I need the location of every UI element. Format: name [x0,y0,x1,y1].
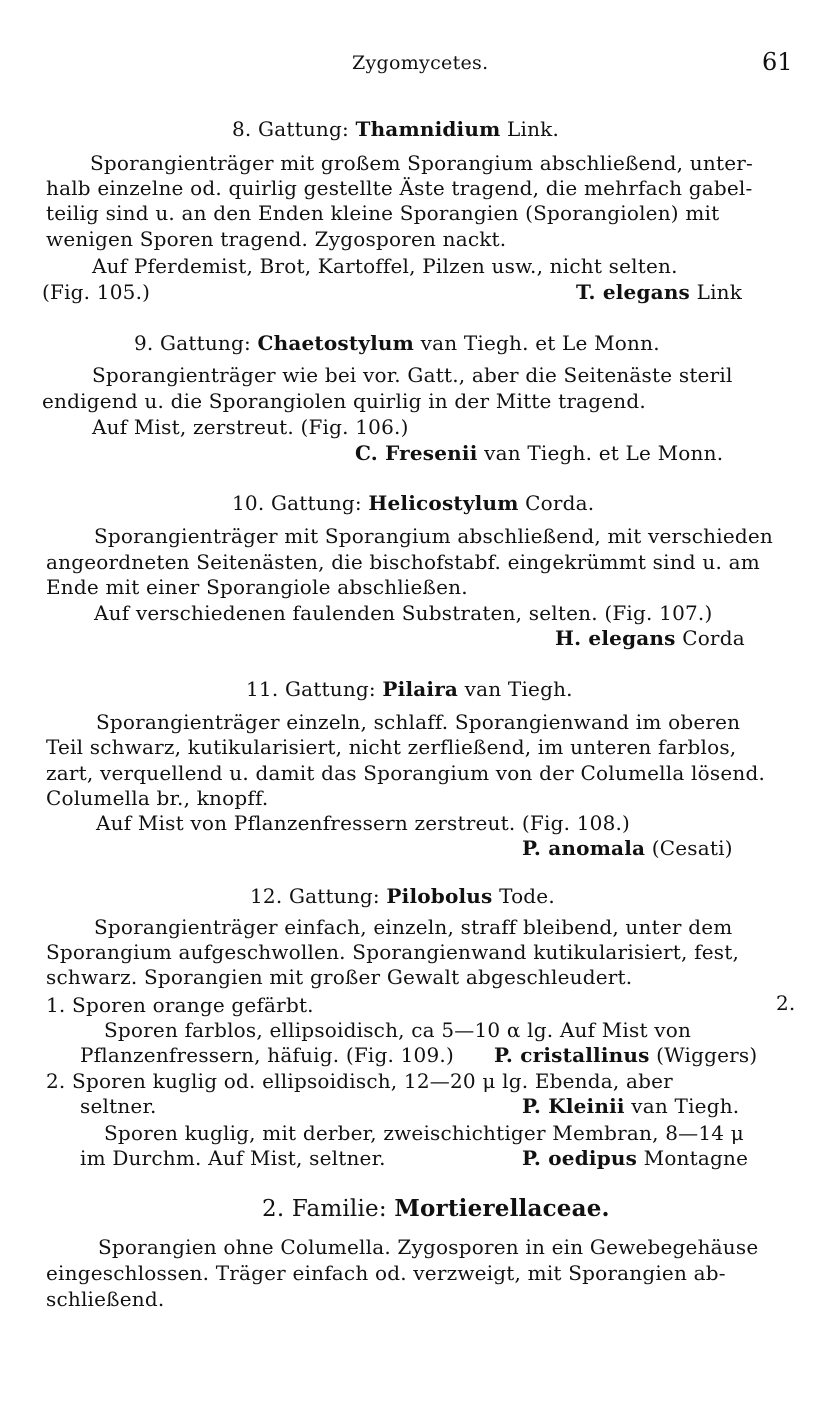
key-entry-1-ref: 2. [776,991,796,1015]
species-line: P. Kleinii van Tiegh. [522,1094,740,1118]
genus-12-desc-line: Sporangienträger einfach, einzeln, straff bleibend, unter dem [94,915,733,939]
genus-11-habitat: Auf Mist von Pflanzenfressern zerstreut. (Fig. 108.) [96,811,631,835]
family-2-heading: 2. Familie: Mortierellaceae. [262,1195,610,1222]
key-entry-2: 2. Sporen kuglig od. ellipsoidisch, 12—20 μ lg. Ebenda, aber [46,1069,673,1093]
figure-reference: (Fig. 105.) [42,280,151,304]
genus-10-desc-line: Sporangienträger mit Sporangium abschließend, mit verschieden [94,524,774,548]
species-line: P. oedipus Montagne [522,1146,749,1170]
key-entry-1b-line: Sporen farblos, ellipsoidisch, ca 5—10 α lg. Auf Mist von [104,1018,692,1042]
genus-11-heading: 11. Gattung: Pilaira van Tiegh. [246,677,573,701]
genus-9-heading: 9. Gattung: Chaetostylum van Tiegh. et Le Monn. [134,331,660,355]
genus-10-desc-line: Ende mit einer Sporangiole abschließen. [46,575,468,599]
genus-10-heading: 10. Gattung: Helicostylum Corda. [232,491,595,515]
key-entry-2b-line: Sporen kuglig, mit derber, zweischichtiger Membran, 8—14 μ [104,1121,744,1145]
genus-name: Chaetostylum [257,331,415,355]
key-entry-2b-line: im Durchm. Auf Mist, seltner. [80,1146,386,1170]
species-line: T. elegans Link [576,280,743,304]
species-name: P. Kleinii [522,1094,625,1118]
genus-11-desc-line: Teil schwarz, kutikularisiert, nicht zerfließend, im unteren farblos, [46,735,737,759]
genus-8-habitat: Auf Pferdemist, Brot, Kartoffel, Pilzen usw., nicht selten. [92,254,678,278]
key-entry-1: 1. Sporen orange gefärbt. [46,993,314,1017]
genus-9-desc-line: Sporangienträger wie bei vor. Gatt., aber die Seitenäste steril [92,363,733,387]
family-2-desc-line: Sporangien ohne Columella. Zygosporen in ein Gewebegehäuse [98,1235,759,1259]
genus-12-heading: 12. Gattung: Pilobolus Tode. [250,884,555,908]
genus-8-desc-line: teilig sind u. an den Enden kleine Sporangien (Sporangiolen) mit [46,201,720,225]
genus-name: Pilaira [382,677,459,701]
genus-9-habitat: Auf Mist, zerstreut. (Fig. 106.) [92,415,409,439]
species-line: P. anomala (Cesati) [522,836,733,860]
family-2-desc-line: eingeschlossen. Träger einfach od. verzweigt, mit Sporangien ab- [46,1261,726,1285]
genus-12-desc-line: Sporangium aufgeschwollen. Sporangienwand kutikularisiert, fest, [46,940,740,964]
species-name: P. anomala [522,836,646,860]
genus-10-habitat: Auf verschiedenen faulenden Substraten, selten. (Fig. 107.) [94,601,713,625]
genus-8-desc-line: Sporangienträger mit großem Sporangium abschließend, unter- [90,151,753,175]
family-name: Mortierellaceae. [394,1195,610,1222]
species-line: P. cristallinus (Wiggers) [494,1043,758,1067]
key-entry-1b-line: Pflanzenfressern, häfuig. (Fig. 109.) [80,1043,454,1067]
genus-11-desc-line: Sporangienträger einzeln, schlaff. Sporangienwand im oberen [96,710,741,734]
running-header-title: Zygomycetes. [352,52,489,74]
species-name: H. elegans [555,626,676,650]
genus-name: Thamnidium [355,117,501,141]
genus-8-desc-line: halb einzelne od. quirlig gestellte Äste tragend, die mehrfach gabel- [46,176,753,200]
genus-name: Helicostylum [368,491,519,515]
genus-8-heading: 8. Gattung: Thamnidium Link. [232,117,560,141]
genus-name: Pilobolus [386,884,493,908]
page-number: 61 [762,48,793,76]
genus-11-desc-line: Columella br., knopff. [46,786,269,810]
species-name: P. oedipus [522,1146,638,1170]
species-name: P. cristallinus [494,1043,650,1067]
genus-8-desc-line: wenigen Sporen tragend. Zygosporen nackt. [46,227,507,251]
species-name: T. elegans [576,280,691,304]
genus-11-desc-line: zart, verquellend u. damit das Sporangium von der Columella lösend. [46,761,766,785]
genus-10-desc-line: angeordneten Seitenästen, die bischofstabf. eingekrümmt sind u. am [46,550,760,574]
family-2-desc-line: schließend. [46,1287,165,1311]
genus-12-desc-line: schwarz. Sporangien mit großer Gewalt abgeschleudert. [46,965,633,989]
species-name: C. Fresenii [355,441,478,465]
genus-9-desc-line: endigend u. die Sporangiolen quirlig in der Mitte tragend. [42,389,646,413]
species-line: C. Fresenii van Tiegh. et Le Monn. [355,441,724,465]
key-entry-2-line: seltner. [80,1094,157,1118]
species-line: H. elegans Corda [555,626,745,650]
